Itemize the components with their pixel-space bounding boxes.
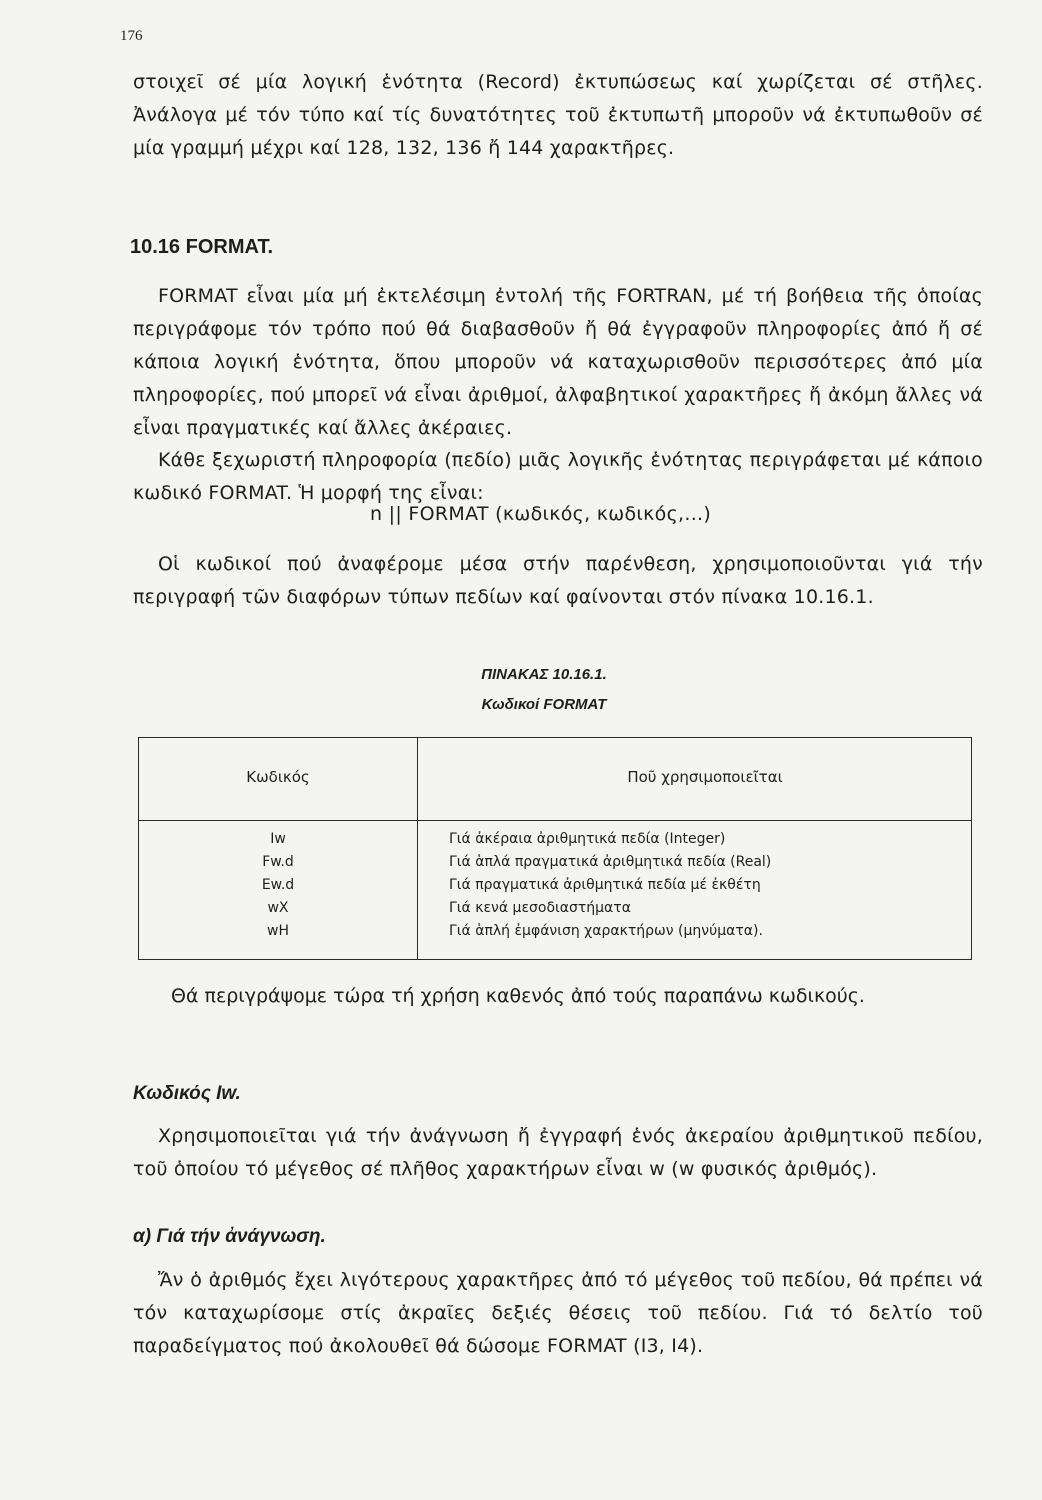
iw-description-paragraph: Χρησιμοποιεῖται γιά τήν ἀνάγνωση ἤ ἐγγραφή ἑνός ἀκεραίου ἀριθμητικοῦ πεδίου, τοῦ ὁποίου τό μέγεθος σέ πλῆθος χαρακτήρων εἶναι w (w φυσικός ἀριθμός).: [133, 1125, 983, 1180]
code-cell: wX: [267, 900, 289, 916]
header-rule: [139, 820, 971, 821]
intro-paragraph: στοιχεῖ σέ μία λογική ἑνότητα (Record) ἐκτυπώσεως καί χωρίζεται σέ στῆλες. Ἀνάλογα μέ τόν τύπο καί τίς δυνατότητες τοῦ ἐκτυπωτῆ μποροῦν νά ἐκτυπωθοῦν σέ μία γραμμή μέχρι καί 128, 132, 136 ἤ 144 χαρακτῆρες.: [133, 71, 983, 159]
code-cell: wH: [267, 923, 289, 939]
subsection-heading: Κωδικός Iw.: [133, 1083, 241, 1104]
use-cell: Γιά πραγματικά ἀριθμητικά πεδία μέ ἐκθέτη: [449, 877, 761, 893]
table-title: ΠΙΝΑΚΑΣ 10.16.1.: [481, 666, 607, 683]
use-cell: Γιά κενά μεσοδιαστήματα: [449, 900, 631, 916]
code-column: [139, 828, 417, 943]
format-field-paragraph: Κάθε ξεχωριστή πληροφορία (πεδίο) μιᾶς λογικῆς ἑνότητας περιγράφεται μέ κάποιο κωδικό FORMAT. Ἡ μορφή της εἶναι:: [133, 449, 983, 504]
code-cell: Fw.d: [262, 854, 294, 870]
use-column: [449, 828, 771, 943]
section-heading: 10.16 FORMAT.: [130, 236, 273, 258]
codes-intro-paragraph: Οἱ κωδικοί πού ἀναφέρομε μέσα στήν παρένθεση, χρησιμοποιοῦνται γιά τήν περιγραφή τῶν διαφόρων τύπων πεδίων καί φαίνονται στόν πίνακα 10.16.1.: [133, 553, 983, 608]
format-definition-paragraph: FORMAT εἶναι μία μή ἐκτελέσιμη ἐντολή τῆς FORTRAN, μέ τή βοήθεια τῆς ὁποίας περιγράφομε τόν τρόπο πού θά διαβασθοῦν ἤ θά ἐγγραφοῦν πληροφορίες ἀπό ἤ σέ κάποια λογική ἑνότητα, ὅπου μποροῦν νά καταχωρισθοῦν περισσότερες ἀπό μία πληροφορίες, πού μπορεῖ νά εἶναι ἀριθμοί, ἀλφαβητικοί χαρακτῆρες ἤ ἀκόμη ἄλλες νά εἶναι πραγματικές καί ἄλλες ἀκέραιες.: [133, 285, 983, 439]
table-subtitle: Κωδικοί FORMAT: [481, 696, 607, 713]
format-syntax: n || FORMAT (κωδικός, κωδικός,...): [370, 503, 712, 525]
reading-paragraph: Ἄν ὁ ἀριθμός ἔχει λιγότερους χαρακτῆρες ἀπό τό μέγεθος τοῦ πεδίου, θά πρέπει νά τόν καταχωρίσομε στίς ἀκραῖες δεξιές θέσεις τοῦ πεδίου. Γιά τό δελτίο τοῦ παραδείγματος πού ἀκολουθεῖ θά δώσομε FORMAT (I3, I4).: [133, 1269, 983, 1357]
page-number: 176: [120, 28, 143, 44]
header-use: Ποῦ χρησιμοποιεῖται: [627, 768, 783, 786]
closing-sentence: Θά περιγράψομε τώρα τή χρήση καθενός ἀπό τούς παραπάνω κωδικούς.: [171, 985, 865, 1007]
use-cell: Γιά ἁπλή ἐμφάνιση χαρακτήρων (μηνύματα).: [449, 923, 763, 939]
code-cell: Iw: [270, 831, 286, 847]
format-codes-table: [138, 737, 972, 960]
header-code: Κωδικός: [246, 768, 310, 786]
subsubsection-heading: α) Γιά τήν ἀνάγνωση.: [133, 1226, 326, 1247]
code-cell: Ew.d: [261, 877, 295, 893]
use-cell: Γιά ἁπλά πραγματικά ἀριθμητικά πεδία (Real): [449, 854, 772, 870]
use-cell: Γιά ἀκέραια ἀριθμητικά πεδία (Integer): [449, 831, 726, 847]
